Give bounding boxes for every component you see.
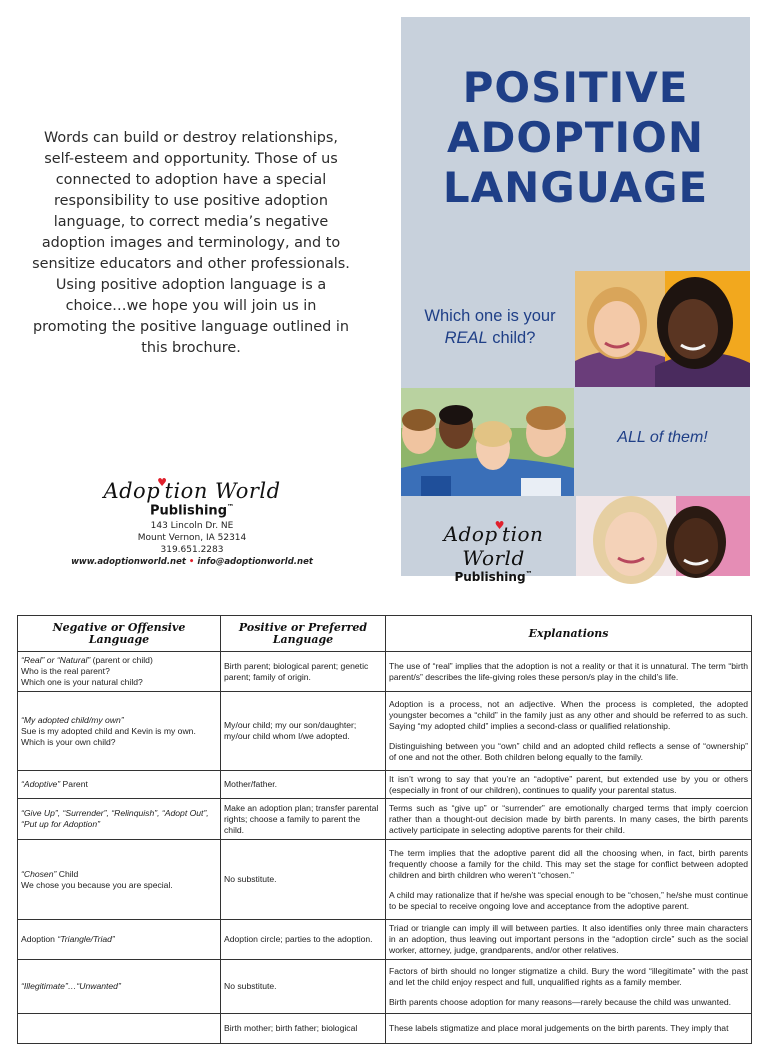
positive-cell: Birth mother; birth father; biological [221,1014,386,1044]
table-row [18,960,752,1014]
negative-cell: “Adoptive” Parent [18,771,221,799]
cover-answer: ALL of them! [617,429,708,446]
publisher-block [60,476,324,567]
cover-title: POSITIVE ADOPTION LANGUAGE [442,63,709,212]
table-header-row [18,616,752,652]
table-row [18,652,752,692]
table-row [18,771,752,799]
explanation-cell: The use of “real” implies that the adoption is not a reality or that it is unnatural. The term “birth parent/s” describes the life-giving roles these person/s play in the child’s life. [386,652,752,692]
positive-cell: No substitute. [221,840,386,920]
separator-dot: • [188,557,195,568]
explanation-cell: The term implies that the adoptive parent did all the choosing when, in fact, birth parents frequently choose a family for the child. This may set the stage for conflict between adopted children and birth children who weren’t “chosen.” A child may rationalize that if he/she was special enough to be “chosen,” he/she must continue to be special to receive ongoing love and acceptance from the adoptive parent. [386,840,752,920]
photo-two-girls [575,271,750,387]
negative-cell: “Illegitimate”…“Unwanted” [18,960,221,1014]
positive-cell: No substitute. [221,960,386,1014]
language-table [17,615,752,1044]
publisher-subtitle: Publishing™ [149,503,234,519]
table-row [18,692,752,771]
positive-cell: Birth parent; biological parent; genetic parent; family of origin. [221,652,386,692]
table-row [18,840,752,920]
explanation-cell: These labels stigmatize and place moral judgements on the birth parents. They imply that [386,1014,752,1044]
explanation-cell: It isn’t wrong to say that you’re an “adoptive” parent, but extended use by you or others (especially in front of our children), continues to qualify your parental status. [386,771,752,799]
table-row [18,920,752,960]
publisher-logo: Adop♥tion World [103,476,281,503]
address-city: Mount Vernon, IA 52314 [137,533,247,544]
negative-cell: “Give Up”, “Surrender”, “Relinquish”, “Adopt Out”, “Put up for Adoption” [18,799,221,840]
positive-cell: My/our child; my our son/daughter; my/our child whom I/we adopted. [221,692,386,771]
negative-cell: “Chosen” Child We chose you because you are special. [18,840,221,920]
cover-question: Which one is your REAL child? [424,307,556,347]
heart-icon: ♥ [157,476,168,489]
explanation-cell: Adoption is a process, not an adjective. When the process is completed, the adopted youngster becomes a “child” in the family just as any other and should be referred to as such. Saying “my adopted child” implies a second-class or qualified relationship. Distinguishing between you “own” child and an adopted child reflects a sense of “ownership” of one and not the other. Both children belong equally to the family. [386,692,752,771]
photo-two-young-girls [576,496,750,576]
negative-cell: Adoption “Triangle/Triad” [18,920,221,960]
positive-cell: Mother/father. [221,771,386,799]
positive-cell: Make an adoption plan; transfer parental rights; choose a family to parent the child. [221,799,386,840]
address-street: 143 Lincoln Dr. NE [150,521,234,532]
photo-group-kids [401,388,574,496]
cover-publisher-logo: Adop♥tion World Publishing™ [443,519,544,584]
email-link[interactable]: info@adoptionworld.net [197,557,313,568]
positive-cell: Adoption circle; parties to the adoption. [221,920,386,960]
explanation-cell: Terms such as “give up” or “surrender” are emotionally charged terms that imply coercion rather than a thought-out decision made by birth parents. In many cases, the birth parents actively participate in selecting adoptive parents for their child. [386,799,752,840]
header-negative: Negative or Offensive Language [18,616,221,652]
publisher-address [60,520,324,556]
intro-text: Words can build or destroy relationships, self-esteem and opportunity. Those of us connected to adoption have a special responsibility to use positive adoption language, to correct media’s negative adoption images and terminology, and to sensitize educators and other professionals. Using positive adoption language is a choice…we hope you will join us in promoting the positive language outlined in this brochure. [32,130,350,356]
explanation-cell: Factors of birth should no longer stigmatize a child. Bury the word “illegitimate” with the past and let the child enjoy respect and full, unqualified rights as a family member. Birth parents choose adoption for many reasons—rarely because the child was unwanted. [386,960,752,1014]
website-link[interactable]: www.adoptionworld.net [71,557,186,568]
brochure-cover [401,17,750,584]
header-positive: Positive or Preferred Language [221,616,386,652]
publisher-contact [60,557,324,567]
negative-cell [18,1014,221,1044]
explanation-cell: Triad or triangle can imply ill will between parties. It also identifies only three main characters in an adoption, thus leaving out important persons in the “adoption circle” such as the social worker, attorney, judge, grandparents, and/or other relatives. [386,920,752,960]
heart-icon: ♥ [494,519,506,532]
address-phone: 319.651.2283 [160,545,224,556]
negative-cell: “Real” or “Natural” (parent or child) Who is the real parent? Which one is your natural child? [18,652,221,692]
header-explanations: Explanations [386,616,752,652]
table-row [18,1014,752,1044]
negative-cell: “My adopted child/my own” Sue is my adopted child and Kevin is my own. Which is your own child? [18,692,221,771]
table-row [18,799,752,840]
